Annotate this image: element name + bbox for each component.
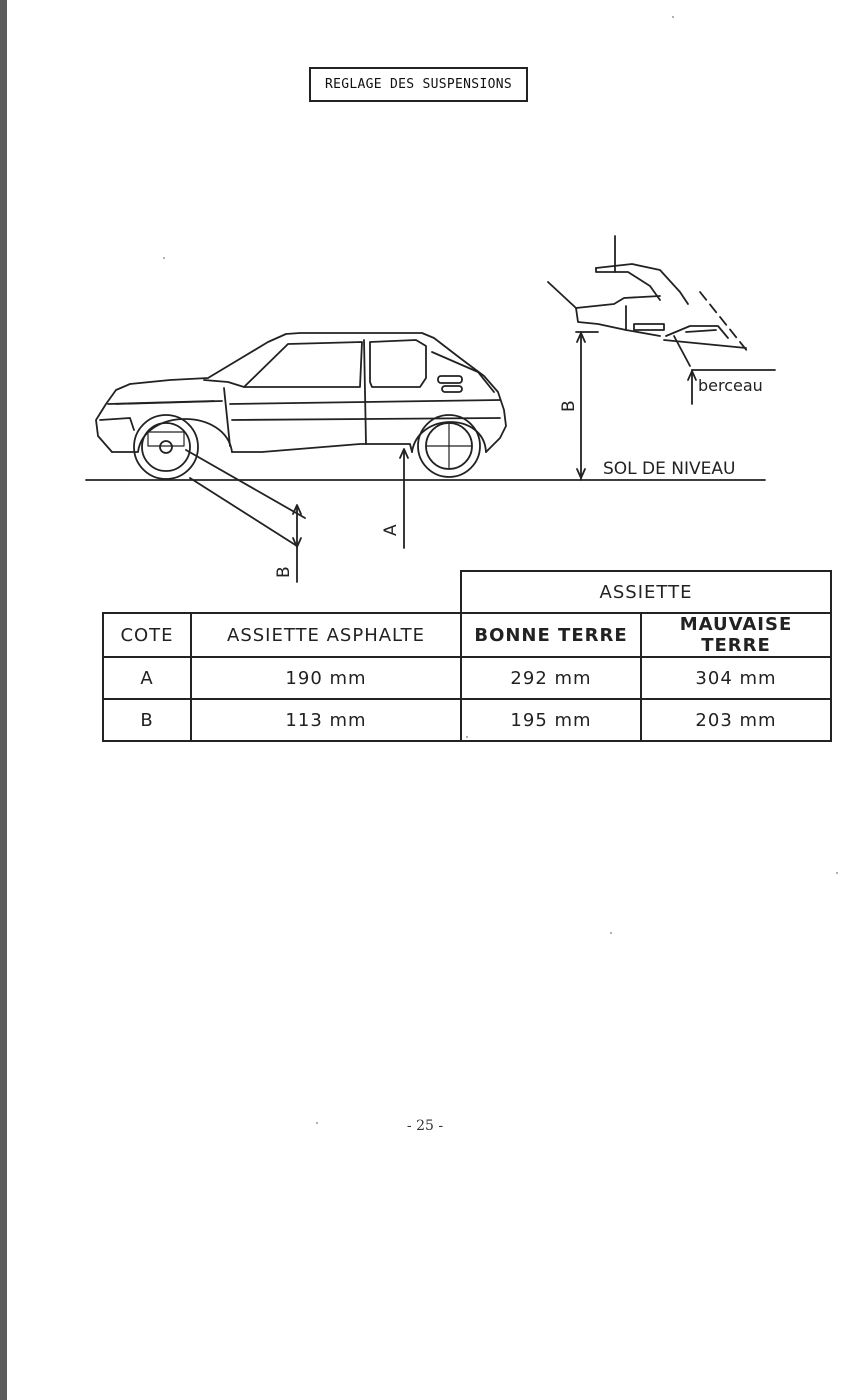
settings-table: [102, 570, 832, 742]
berceau-label: berceau: [698, 376, 763, 395]
dimension-b-vertical: [576, 332, 598, 480]
rear-wheel: [418, 415, 480, 477]
page-number: - 25 -: [406, 1118, 444, 1134]
group-header: ASSIETTE: [461, 571, 831, 613]
scan-speck: [163, 257, 165, 259]
table-group-row: [103, 571, 831, 613]
table-cell: 195 mm: [461, 699, 641, 741]
page-title: REGLAGE DES SUSPENSIONS: [309, 67, 528, 102]
table-row: [103, 657, 831, 699]
car-side-view: [96, 333, 506, 452]
column-header: COTE: [103, 613, 191, 657]
scan-speck: [610, 932, 612, 934]
detail-b-label: B: [559, 400, 579, 412]
table-cell: 292 mm: [461, 657, 641, 699]
column-header: MAUVAISE TERRE: [641, 613, 831, 657]
front-wheel: [134, 415, 198, 479]
scan-speck: [466, 736, 468, 738]
scan-speck: [836, 872, 838, 874]
scan-speck: [672, 16, 674, 18]
dimension-a-label: A: [381, 524, 401, 536]
table-cell: 190 mm: [191, 657, 461, 699]
table-cell: 304 mm: [641, 657, 831, 699]
column-header: BONNE TERRE: [461, 613, 641, 657]
table-header-row: [103, 613, 831, 657]
table-cell: B: [103, 699, 191, 741]
dimension-b-diagonal: [186, 450, 305, 582]
table-row: [103, 699, 831, 741]
ground-label: SOL DE NIVEAU: [603, 459, 736, 479]
table-cell: 113 mm: [191, 699, 461, 741]
dimension-a-arrow: [400, 449, 408, 548]
scan-speck: [316, 1122, 318, 1124]
column-header: ASSIETTE ASPHALTE: [191, 613, 461, 657]
table-cell: A: [103, 657, 191, 699]
dimension-b-label: B: [274, 566, 294, 578]
settings-table-wrap: [102, 570, 832, 742]
table-cell: 203 mm: [641, 699, 831, 741]
table-empty-cell: [103, 571, 461, 613]
